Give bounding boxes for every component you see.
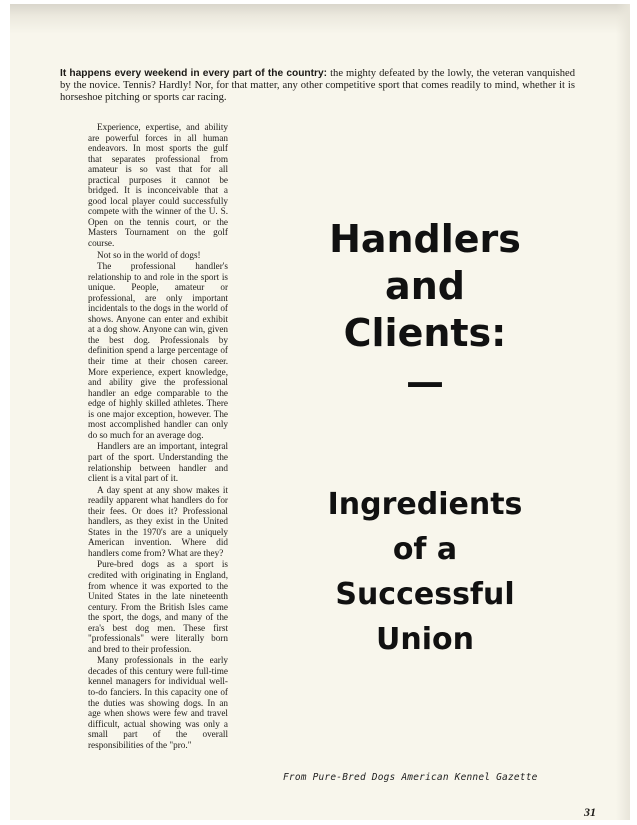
body-paragraph: The professional handler's relationship to and role in the sport is unique. People, amateur or professional, are only important incidentals to the dogs in the world of shows. Anyone can enter and exhibit at a dog show. Anyone can win, given the best dog. Professionals by definition spend a large percentage of their time at their chosen career. More experience, expert knowledge, and ability give the professional handler an edge comparable to the edge of highly skilled athletes. There is one major exception, however. The most accomplished handler can only do so much for an average dog. (88, 261, 228, 440)
lead-paragraph (60, 68, 575, 105)
magazine-page (10, 4, 630, 820)
body-paragraph: Pure-bred dogs as a sport is credited with originating in England, from whence it was exported to the United States in the late nineteenth century. From the British Isles came the sport, the dogs, and many of the era's best dog men. These first "professionals" were literally born and bred to their profession. (88, 559, 228, 654)
subtitle-line: Ingredients (327, 487, 523, 522)
body-paragraph: Many professionals in the early decades of this century were full-time kennel managers for individual well-to-do fanciers. In this capacity one of the duties was showing dogs. In an age when shows were few and travel difficult, actual showing was only a small part of the overall responsibilities of the "pro." (88, 655, 228, 750)
title-line: Handlers (329, 217, 521, 261)
page-right-shadow (616, 4, 630, 820)
subtitle-line: of a (392, 532, 458, 567)
title-line: and (385, 264, 465, 308)
page-number: 31 (584, 805, 596, 819)
lead-bold-text: It happens every weekend in every part of the country: (60, 68, 328, 79)
body-paragraph: Experience, expertise, and ability are powerful forces in all human endeavors. In most sports the gulf that separates professional from amateur is so vast that for all practical purposes it cannot be bridged. It is inconceivable that a good local player could successfully compete with the winner of the U. S. Open on the tennis court, or the Masters Tournament on the golf course. (88, 122, 228, 249)
body-paragraph: Not so in the world of dogs! (97, 249, 201, 260)
body-paragraph: A day spent at any show makes it readily apparent what handlers do for their fees. Or does it? Professional handlers, as they exist in the United States in the 1970's are a uniquely American invention. Where did handlers come from? What are they? (88, 484, 228, 558)
page-top-shadow (10, 4, 630, 34)
subtitle-line: Union (376, 622, 474, 657)
body-column (88, 122, 228, 751)
article-subtitle (260, 482, 590, 662)
subtitle-line: Successful (335, 577, 515, 612)
article-title (260, 216, 590, 407)
lead-text: the mighty defeated by the lowly, the veteran vanquished by the novice. Tennis? Hardly! Nor, for that matter, any other competitive sport that comes readily to mind, whether it is horseshoe pitching or sports car racing. (60, 68, 575, 104)
title-dash: — (406, 360, 444, 404)
body-paragraph: Handlers are an important, integral part of the sport. Understanding the relationship between handler and client is a vital part of it. (88, 441, 228, 484)
title-line: Clients: (343, 311, 507, 355)
source-credit: From Pure-Bred Dogs American Kennel Gazette (283, 772, 538, 783)
